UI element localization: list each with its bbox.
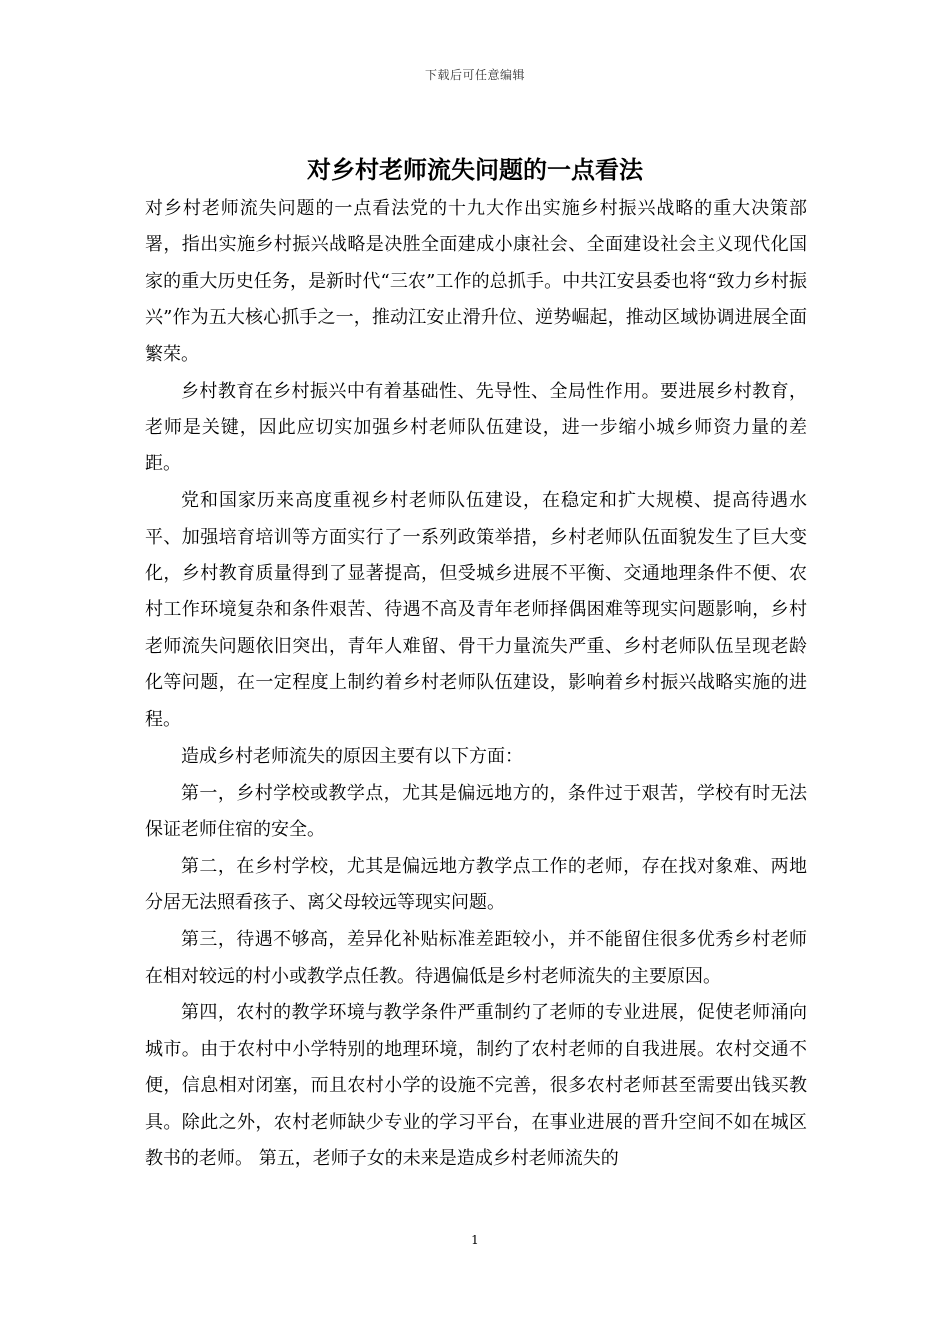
paragraph-reason-1: 第一，乡村学校或教学点，尤其是偏远地方的，条件过于艰苦，学校有时无法保证老师住宿的安全。 <box>145 782 807 840</box>
paragraph-rural-education: 乡村教育在乡村振兴中有着基础性、先导性、全局性作用。要进展乡村教育，老师是关键，因此应切实加强乡村老师队伍建设，进一步缩小城乡师资力量的差距。 <box>145 380 807 475</box>
paragraph-reasons-intro: 造成乡村老师流失的原因主要有以下方面： <box>181 745 523 767</box>
paragraph-policy-background: 党和国家历来高度重视乡村老师队伍建设，在稳定和扩大规模、提高待遇水平、加强培育培训等方面实行了一系列政策举措，乡村老师队伍面貌发生了巨大变化，乡村教育质量得到了显著提高，但受城乡进展不平衡、交通地理条件不便、农村工作环境复杂和条件艰苦、待遇不高及青年老师择偶困难等现实问题影响，乡村老师流失问题依旧突出，青年人难留、骨干力量流失严重、乡村老师队伍呈现老龄化等问题，在一定程度上制约着乡村老师队伍建设，影响着乡村振兴战略实施的进程。 <box>145 490 807 730</box>
page-header-note: 下载后可任意编辑 <box>424 68 525 82</box>
paragraph-reason-3: 第三，待遇不够高，差异化补贴标准差距较小，并不能留住很多优秀乡村老师在相对较远的村小或教学点任教。待遇偏低是乡村老师流失的主要原因。 <box>145 929 807 987</box>
paragraph-intro: 对乡村老师流失问题的一点看法党的十九大作出实施乡村振兴战略的重大决策部署，指出实施乡村振兴战略是决胜全面建成小康社会、全面建设社会主义现代化国家的重大历史任务，是新时代“三农”工作的总抓手。中共江安县委也将“致力乡村振兴”作为五大核心抓手之一，推动江安止滑升位、逆势崛起，推动区域协调进展全面繁荣。 <box>145 198 807 365</box>
document-title: 对乡村老师流失问题的一点看法 <box>307 155 643 184</box>
page-number: 1 <box>471 1233 479 1247</box>
paragraph-reason-2: 第二，在乡村学校，尤其是偏远地方教学点工作的老师，存在找对象难、两地分居无法照看孩子、离父母较远等现实问题。 <box>145 855 807 914</box>
paragraph-reason-4: 第四，农村的教学环境与教学条件严重制约了老师的专业进展，促使老师涌向城市。由于农村中小学特别的地理环境，制约了农村老师的自我进展。农村交通不便，信息相对闭塞，而且农村小学的设施不完善，很多农村老师甚至需要出钱买教具。除此之外，农村老师缺少专业的学习平台，在事业进展的晋升空间不如在城区教书的老师。 第五，老师子女的未来是造成乡村老师流失的 <box>145 1002 807 1170</box>
document-body <box>145 191 807 1177</box>
